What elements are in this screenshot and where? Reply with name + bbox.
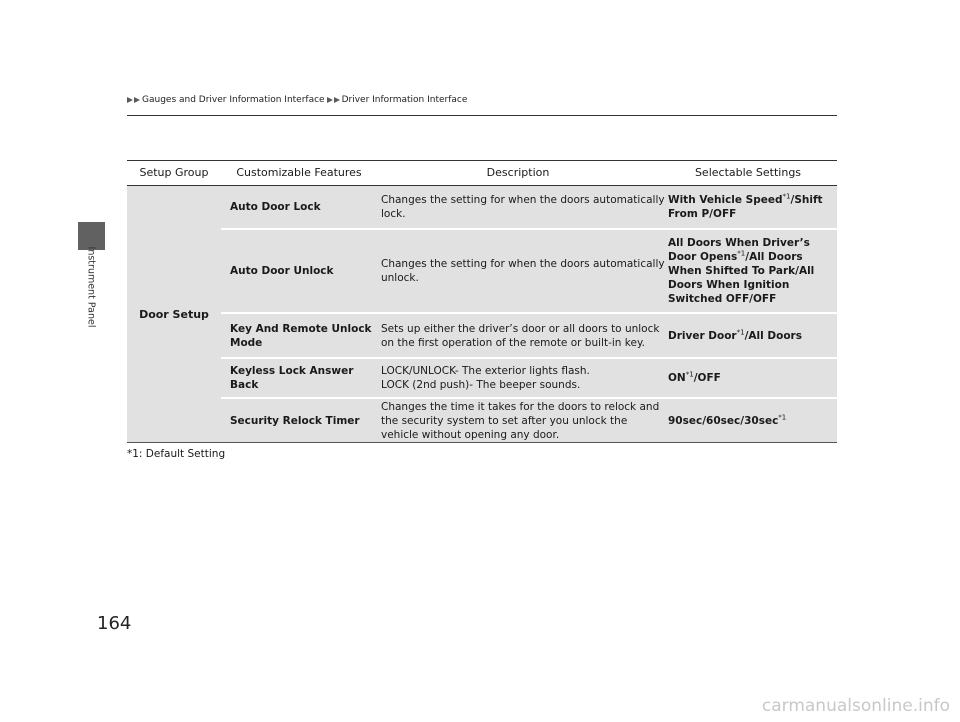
- feature-description: Changes the setting for when the doors automatically lock.: [381, 194, 665, 220]
- feature-description: Changes the time it takes for the doors to relock and the security system to set after you unlock the vehicle without opening any door.: [381, 400, 660, 441]
- selectable-settings: [668, 186, 833, 228]
- feature-name: Key And Remote Unlock Mode: [230, 322, 372, 349]
- default-marker: *1: [685, 370, 694, 379]
- header-rule: [127, 115, 837, 116]
- table-row: [221, 314, 837, 359]
- selectable-settings: [668, 230, 833, 312]
- selectable-settings: [668, 314, 833, 357]
- arrow-right-icon: [334, 97, 340, 103]
- footnote: *1: Default Setting: [127, 448, 226, 460]
- section-label: Instrument Panel: [85, 246, 97, 328]
- feature-name: Auto Door Unlock: [230, 265, 334, 277]
- page-number: 164: [97, 613, 132, 634]
- column-header: Setup Group: [139, 166, 209, 179]
- arrow-right-icon: [134, 97, 140, 103]
- breadcrumb: [127, 95, 469, 105]
- settings-text: $90\sec/60\sec/30\sec^{*1}$: [668, 413, 787, 427]
- column-header: Customizable Features: [236, 166, 362, 179]
- feature-description: Changes the setting for when the doors automatically unlock.: [381, 258, 665, 284]
- feature-name: Auto Door Lock: [230, 201, 321, 213]
- setup-group: Door Setup: [139, 307, 209, 321]
- selectable-settings: [668, 399, 833, 442]
- settings-text: Driver Door$^{*1}$/All Doors: [668, 328, 802, 342]
- settings-text: All Doors When Driver’s Door Opens$^{*1}$/All Doors When Shifted To Park/All Doors When Ignition Switched OFF/OFF: [668, 237, 815, 305]
- table-row: [221, 230, 837, 314]
- column-header: Description: [486, 166, 550, 179]
- table-row: [221, 186, 837, 230]
- table-row: [221, 359, 837, 399]
- column-header: Selectable Settings: [694, 166, 802, 179]
- selectable-settings: [668, 359, 833, 397]
- table-body: [127, 186, 837, 443]
- feature-name: Security Relock Timer: [230, 414, 360, 427]
- table-header: [127, 160, 837, 186]
- breadcrumb-item[interactable]: Gauges and Driver Information Interface: [142, 95, 325, 105]
- arrow-right-icon: [327, 97, 333, 103]
- default-marker: *1: [778, 413, 787, 421]
- settings-text: ON$^{*1}$/OFF: [668, 370, 721, 384]
- feature-description: LOCK/UNLOCK- The exterior lights flash. LOCK (2nd push)- The beeper sounds.: [381, 365, 590, 391]
- default-marker: *1: [736, 328, 745, 336]
- settings-table: [127, 160, 837, 443]
- watermark: carmanualsonline.info: [761, 696, 950, 716]
- table-row: [221, 399, 837, 442]
- default-marker: *1: [737, 249, 746, 258]
- settings-text: With Vehicle Speed$^{*1}$/Shift From P/OFF: [668, 192, 823, 220]
- breadcrumb-item[interactable]: Driver Information Interface: [341, 95, 468, 105]
- feature-description: Sets up either the driver’s door or all doors to unlock on the first operation of the remote or built-in key.: [381, 322, 660, 349]
- feature-name: Keyless Lock Answer Back: [230, 365, 354, 391]
- arrow-right-icon: [127, 97, 133, 103]
- default-marker: *1: [782, 192, 791, 201]
